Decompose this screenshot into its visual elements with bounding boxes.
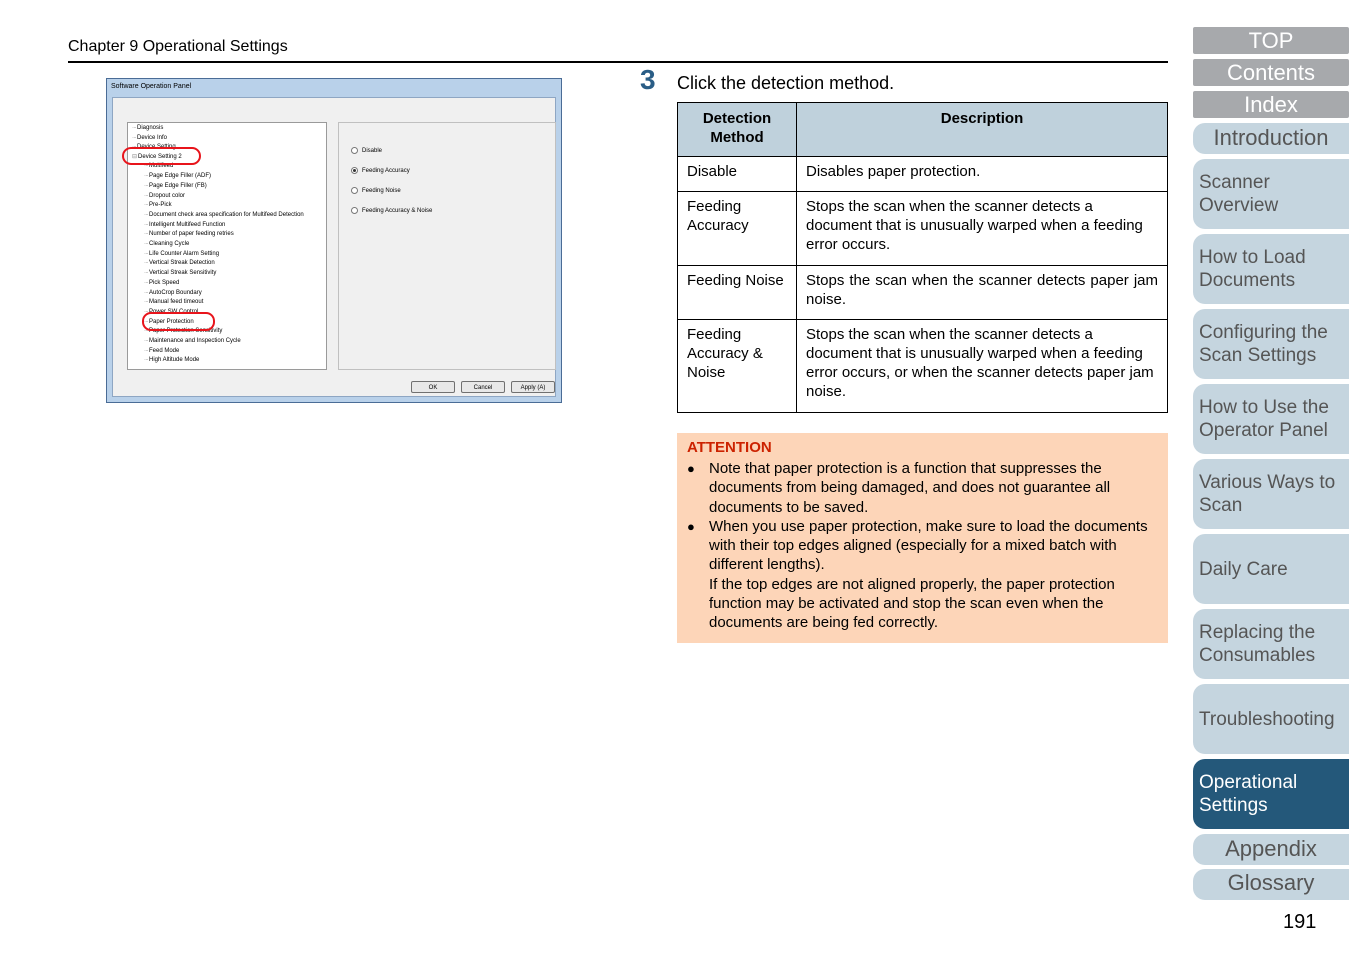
attention-title: ATTENTION	[687, 439, 772, 456]
bullet-icon: ●	[687, 518, 695, 534]
nav-appendix[interactable]: Appendix	[1193, 834, 1349, 865]
nav-chapter-replacing-consumables[interactable]: Replacing the Consumables	[1193, 609, 1349, 679]
nav-chapter-operational-settings[interactable]: Operational Settings	[1193, 759, 1349, 829]
nav-chapter-troubleshooting[interactable]: Troubleshooting	[1193, 684, 1349, 754]
nav-contents-button[interactable]: Contents	[1193, 59, 1349, 86]
attention-continuation: If the top edges are not aligned properly, the paper protection function may be activated and stop the scan even when the documents are being fed correctly.	[709, 575, 1115, 632]
nav-chapter-operator-panel[interactable]: How to Use the Operator Panel	[1193, 384, 1349, 454]
attention-item: ● When you use paper protection, make sure to load the documents with their top edges aligned (especially for a mixed batch with different lengths). If the top edges are not aligned properly, the paper protection function may be activated and stop the scan even when the documents are being fed correctly.	[687, 517, 1148, 632]
software-operation-panel-screenshot	[106, 78, 562, 403]
tree-item-vertical-streak-sensitivity: ·-Vertical Streak Sensitivity	[144, 270, 217, 276]
tree-item-autocrop-boundary: ·-AutoCrop Boundary	[144, 290, 202, 296]
tree-item-page-edge-filler-fb: ·-Page Edge Filler (FB)	[144, 183, 207, 189]
dialog-body	[112, 97, 556, 397]
tree-item-intelligent-multifeed: ·-Intelligent Multifeed Function	[144, 222, 226, 228]
method-cell: Disable	[678, 157, 797, 192]
nav-chapter-scanner-overview[interactable]: Scanner Overview	[1193, 159, 1349, 229]
table-header-row	[678, 103, 1168, 157]
radio-feeding-accuracy: Feeding Accuracy	[351, 167, 410, 175]
tree-item-dropout-color: ·-Dropout color	[144, 193, 186, 199]
bullet-icon: ●	[687, 461, 695, 476]
tree-item-device-setting-2: ⊟Device Setting 2	[132, 154, 182, 160]
method-cell: Feeding Accuracy & Noise	[678, 320, 797, 413]
nav-introduction[interactable]: Introduction	[1193, 123, 1349, 154]
nav-top-button[interactable]: TOP	[1193, 27, 1349, 54]
header-rule	[68, 61, 1168, 63]
tree-item-pick-speed: ·-Pick Speed	[144, 280, 180, 286]
step-number: 3	[640, 64, 656, 95]
nav-chapter-configuring-scan-settings[interactable]: Configuring the Scan Settings	[1193, 309, 1349, 379]
nav-chapter-how-to-load-documents[interactable]: How to Load Documents	[1193, 234, 1349, 304]
header-detection-method: Detection Method	[678, 103, 797, 157]
header-description: Description	[797, 103, 1168, 157]
tree-item-multifeed: ·-Multifeed	[144, 163, 174, 169]
description-cell: Disables paper protection.	[797, 157, 1168, 192]
page-number: 191	[1283, 911, 1317, 933]
attention-item: ● Note that paper protection is a function that suppresses the documents from being damaged, and does not guarantee all documents to be saved.	[687, 460, 1111, 516]
tree-item-paper-protection: ·-Paper Protection	[144, 319, 194, 325]
tree-item-power-sw-control: ·-Power SW Control	[144, 309, 199, 315]
tree-item-device-info: ·-Device Info	[132, 135, 168, 141]
method-cell: Feeding Noise	[678, 266, 797, 320]
nav-chapter-various-ways-to-scan[interactable]: Various Ways to Scan	[1193, 459, 1349, 529]
table-row	[678, 320, 1168, 413]
detection-method-table	[677, 102, 1168, 413]
tree-item-manual-feed-timeout: ·-Manual feed timeout	[144, 299, 204, 305]
tree-item-page-edge-filler-adf: ·-Page Edge Filler (ADF)	[144, 173, 212, 179]
highlight-circle-device-setting-2	[122, 147, 201, 165]
tree-item-paper-protection-sensitivity: ·-Paper Protection Sensitivity	[144, 328, 223, 334]
tree-item-life-counter-alarm: ·-Life Counter Alarm Setting	[144, 251, 220, 257]
tree-item-cleaning-cycle: ·-Cleaning Cycle	[144, 241, 190, 247]
tree-item-diagnosis: ·-Diagnosis	[132, 125, 164, 131]
tree-item-vertical-streak-detection: ·-Vertical Streak Detection	[144, 260, 215, 266]
cancel-button: Cancel	[461, 381, 505, 393]
ok-button: OK	[411, 381, 455, 393]
table-row	[678, 192, 1168, 266]
nav-chapter-daily-care[interactable]: Daily Care	[1193, 534, 1349, 604]
chapter-header: Chapter 9 Operational Settings	[68, 38, 288, 55]
tree-item-feeding-retries: ·-Number of paper feeding retries	[144, 231, 234, 237]
tree-item-feed-mode: ·-Feed Mode	[144, 348, 180, 354]
tree-item-maintenance-cycle: ·-Maintenance and Inspection Cycle	[144, 338, 241, 344]
tree-item-pre-pick: ·-Pre-Pick	[144, 202, 172, 208]
method-cell: Feeding Accuracy	[678, 192, 797, 266]
attention-box	[677, 433, 1168, 643]
options-panel	[338, 122, 556, 370]
highlight-circle-paper-protection	[142, 312, 215, 331]
table-row	[678, 266, 1168, 320]
tree-item-device-setting: ·-Device Setting	[132, 144, 176, 150]
step-text: Click the detection method.	[677, 73, 895, 93]
tree-item-document-check-area: ·-Document check area specification for Multifeed Detection	[144, 212, 304, 218]
apply-button: Apply (A)	[511, 381, 555, 393]
radio-disable: Disable	[351, 147, 382, 155]
description-cell: Stops the scan when the scanner detects paper jam noise.	[797, 266, 1168, 320]
radio-feeding-accuracy-noise: Feeding Accuracy & Noise	[351, 207, 432, 215]
nav-glossary[interactable]: Glossary	[1193, 869, 1349, 900]
tree-item-high-altitude-mode: ·-High Altitude Mode	[144, 357, 200, 363]
radio-feeding-noise: Feeding Noise	[351, 187, 401, 195]
description-cell: Stops the scan when the scanner detects a document that is unusually warped when a feeding error occurs.	[797, 192, 1168, 266]
nav-index-button[interactable]: Index	[1193, 91, 1349, 118]
description-cell: Stops the scan when the scanner detects a document that is unusually warped when a feeding error occurs, or when the scanner detects paper jam noise.	[797, 320, 1168, 413]
table-row	[678, 157, 1168, 192]
dialog-title: Software Operation Panel	[111, 83, 192, 90]
